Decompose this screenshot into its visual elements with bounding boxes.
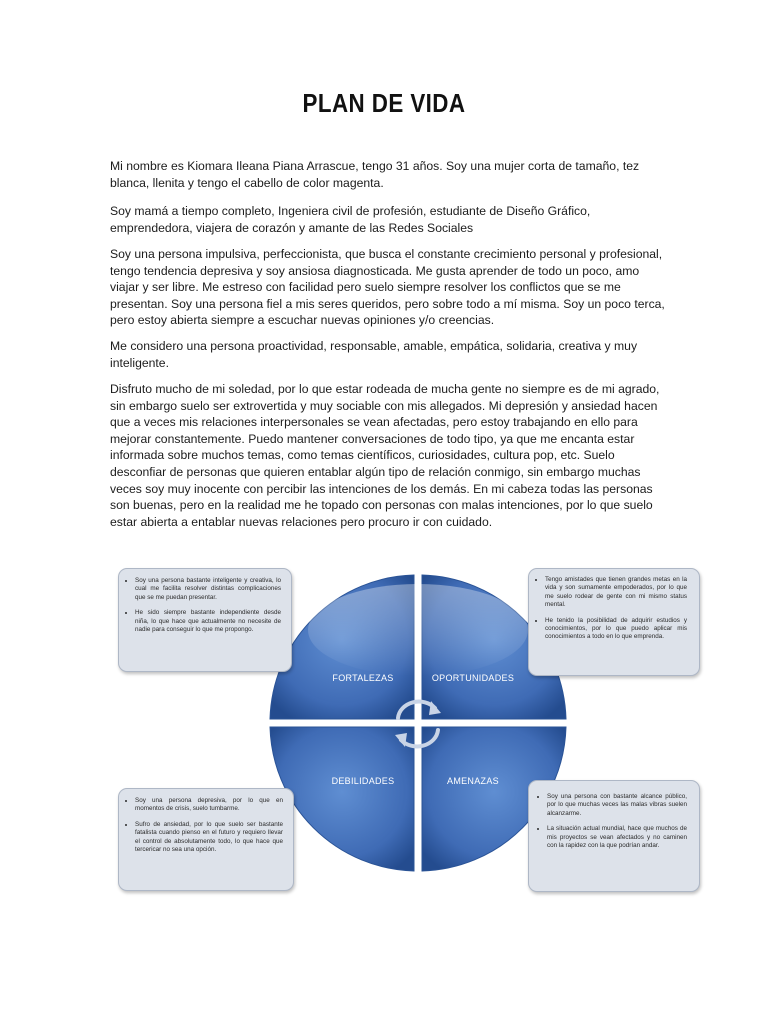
oportunidades-item: • He tenido la posibilidad de adquirir estudios y conocimientos, por lo que puedo aplicar mis conocimientos a todo en lo que emprenda. — [545, 617, 687, 642]
paragraph-relationships: Disfruto mucho de mi soledad, por lo que estar rodeada de mucha gente no siempre es de mi agrado, sin embargo suelo ser extrovertida y muy sociable con mis allegados. Mi depresión y ansiedad hacen que a veces mis relaciones interpersonales se vean afectadas, pero estoy trabajando en ello para mejorar constantemente. Puedo mantener conversaciones de todo tipo, ya que me encanta estar informada sobre muchos temas, como temas científicos, curiosidades, cultura pop, etc. Suelo desconfiar de personas que quieren entablar algún tipo de relación conmigo, sin embargo muchas veces soy muy inocente con percibir las intenciones de los demás. En mi cabeza todas las personas son buenas, pero en la realidad me he topado con personas con malas intenciones, por lo que suelo estar abierta a entablar nuevas relaciones pero procuro ir con cuidado. — [110, 382, 660, 529]
debilidades-item: • Soy una persona depresiva, por lo que en momentos de crisis, suelo tumbarme. — [135, 797, 283, 814]
swot-circle — [263, 570, 573, 876]
amenazas-item: • Soy una persona con bastante alcance público, por lo que muchas veces las malas vibras suelen alcanzarme. — [547, 793, 687, 818]
paragraph-intro: Mi nombre es Kiomara Ileana Piana Arrascue, tengo 31 años. Soy una mujer corta de tamaño, tez blanca, llenita y tengo el cabello de color magenta. — [110, 159, 640, 190]
oportunidades-box — [528, 568, 700, 676]
label-debilidades: DEBILIDADES — [331, 776, 395, 786]
document-title: PLAN DE VIDA — [302, 88, 466, 118]
gloss-highlight — [308, 584, 528, 676]
fortalezas-item: • Soy una persona bastante inteligente y creativa, lo cual me facilita resolver distintas complicaciones que se me puedan presentar. — [135, 577, 281, 602]
debilidades-box — [118, 788, 294, 891]
paragraph-qualities: Me considero una persona proactividad, responsable, amable, empática, solidaria, creativa y muy inteligente. — [110, 339, 638, 370]
label-amenazas: AMENAZAS — [447, 776, 499, 786]
amenazas-item: • La situación actual mundial, hace que muchos de mis proyectos se vean afectados y no caminen con la rapidez con la que podrían andar. — [547, 825, 687, 850]
fortalezas-box — [118, 568, 292, 672]
fortalezas-item: • He sido siempre bastante independiente desde niña, lo que hace que actualmente no necesite de nadie para conseguir lo que me propongo. — [135, 609, 281, 634]
label-oportunidades: OPORTUNIDADES — [431, 673, 515, 683]
label-fortalezas: FORTALEZAS — [332, 673, 394, 683]
paragraph-profession: Soy mamá a tiempo completo, Ingeniera civil de profesión, estudiante de Diseño Gráfico, emprendedora, viajera de corazón y amante de las Redes Sociales — [110, 204, 591, 235]
amenazas-box — [528, 780, 700, 892]
debilidades-item: • Sufro de ansiedad, por lo que suelo ser bastante fatalista cuando pienso en el futuro y requiero llevar el control de absolutamente todo, lo que hace que tercericar no sea una opción. — [135, 821, 283, 855]
paragraph-personality: Soy una persona impulsiva, perfeccionista, que busca el constante crecimiento personal y profesional, tengo tendencia depresiva y soy ansiosa diagnosticada. Me gusta aprender de todo un poco, amo viajar y ser libre. Me estreso con facilidad pero suelo siempre resolver los conflictos que se me presentan. Soy una persona fiel a mis seres queridos, pero sobre todo a mí misma. Soy un poco terca, pero estoy abierta siempre a escuchar nuevas opiniones y/o creencias. — [110, 247, 665, 328]
oportunidades-item: • Tengo amistades que tienen grandes metas en la vida y son sumamente empoderados, por lo que me suelo rodear de gente con mi mismo status mental. — [545, 576, 687, 610]
cycle-arrows-icon — [395, 701, 441, 747]
swot-diagram — [263, 570, 573, 876]
